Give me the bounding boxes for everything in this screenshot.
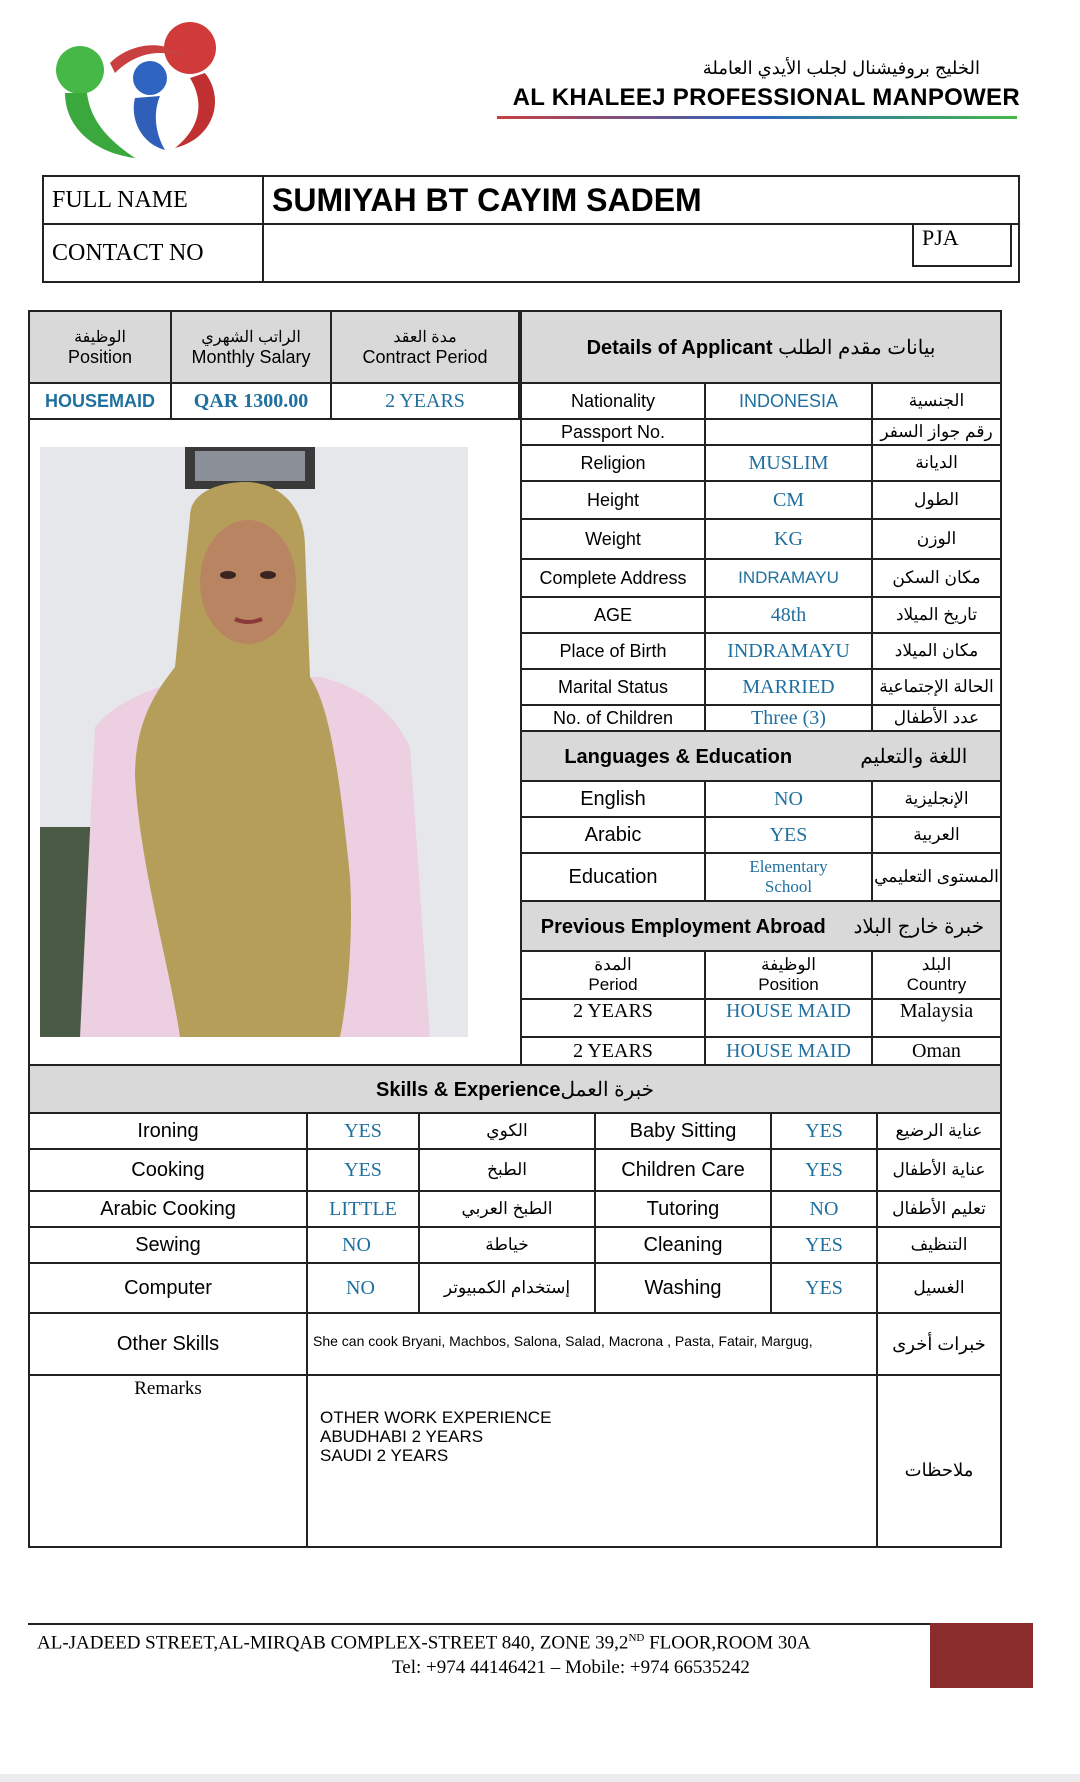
detail-label-ar: الجنسية [872, 383, 1001, 419]
employment-title [521, 901, 1001, 951]
remarks-label-ar: ملاحظات [877, 1375, 1001, 1547]
employment-country: Malaysia [872, 999, 1001, 1037]
remarks-line: ABUDHABI 2 YEARS [320, 1427, 484, 1446]
skills-row [29, 1113, 1001, 1149]
details-row [521, 705, 1001, 731]
employment-col-country [872, 951, 1001, 999]
footer-address-part2: FLOOR,ROOM 30A [644, 1632, 811, 1654]
code-value: PJA [922, 225, 959, 250]
employment-title-ar: خبرة خارج البلاد [853, 915, 985, 938]
detail-value [705, 419, 872, 445]
company-logo [55, 18, 225, 163]
language-row [521, 781, 1001, 817]
footer-address-sup: ND [628, 1632, 645, 1644]
language-label: English [521, 781, 705, 817]
language-value: NO [705, 781, 872, 817]
code-box [912, 225, 1012, 267]
contract-header-ar: مدة العقد [393, 328, 457, 346]
footer-address-part1: AL-JADEED STREET,AL-MIRQAB COMPLEX-STREET 840, ZONE 39,2 [37, 1632, 629, 1654]
details-row [521, 669, 1001, 705]
skills-row [29, 1263, 1001, 1313]
skill-label-ar: الغسيل [877, 1263, 1001, 1313]
full-name-label: FULL NAME [43, 176, 263, 224]
detail-label: Place of Birth [521, 633, 705, 669]
detail-value: KG [705, 519, 872, 559]
skill-label-ar: تعليم الأطفال [877, 1191, 1001, 1227]
skill-value: YES [771, 1227, 877, 1263]
skills-title [29, 1065, 1001, 1113]
salary-value: QAR 1300.00 [171, 383, 331, 419]
language-label: Education [521, 853, 705, 901]
salary-header-en: Monthly Salary [191, 346, 311, 367]
language-label-ar: الإنجليزية [872, 781, 1001, 817]
salary-header-ar: الراتب الشهري [201, 328, 301, 346]
position-header-en: Position [67, 346, 133, 367]
employment-col-position-en: Position [758, 975, 819, 994]
detail-label-ar: الطول [872, 481, 1001, 519]
bottom-strip [0, 1774, 1080, 1782]
language-row [521, 853, 1001, 901]
applicant-photo [40, 447, 468, 1037]
detail-value: 48th [705, 597, 872, 633]
footer-address [37, 1632, 937, 1654]
detail-label-ar: الوزن [872, 519, 1001, 559]
company-arabic-name: الخليج بروفيشنال لجلب الأيدي العاملة [702, 58, 980, 78]
remarks-line: SAUDI 2 YEARS [320, 1446, 449, 1465]
detail-label: Complete Address [521, 559, 705, 597]
details-title-en: Details of Applicant [586, 336, 773, 359]
skill-label-ar: الكوي [419, 1113, 595, 1149]
skills-row [29, 1227, 1001, 1263]
contact-value-cell [263, 224, 1019, 282]
detail-label-ar: تاريخ الميلاد [872, 597, 1001, 633]
detail-label-ar: الحالة الإجتماعية [872, 669, 1001, 705]
detail-label: Height [521, 481, 705, 519]
details-row [521, 481, 1001, 519]
name-table [42, 175, 1020, 283]
details-row [521, 559, 1001, 597]
language-label-ar: المستوى التعليمي [872, 853, 1001, 901]
skill-value: NO [307, 1227, 419, 1263]
skill-label: Baby Sitting [595, 1113, 771, 1149]
position-header [29, 311, 171, 383]
detail-value: INDRAMAYU [705, 559, 872, 597]
languages-title-en: Languages & Education [564, 745, 793, 768]
employment-col-period [521, 951, 705, 999]
detail-label-ar: الديانة [872, 445, 1001, 481]
employment-position: HOUSE MAID [705, 999, 872, 1037]
employment-period: 2 YEARS [521, 999, 705, 1037]
skill-label-ar: خياطة [419, 1227, 595, 1263]
employment-col-country-en: Country [906, 975, 967, 994]
employment-period: 2 YEARS [521, 1037, 705, 1065]
detail-label: Passport No. [521, 419, 705, 445]
language-row [521, 817, 1001, 853]
detail-label: No. of Children [521, 705, 705, 731]
other-skills-value: She can cook Bryani, Machbos, Salona, Salad, Macrona , Pasta, Fatair, Margug, [307, 1313, 877, 1375]
skill-label: Sewing [29, 1227, 307, 1263]
employment-title-en: Previous Employment Abroad [540, 915, 826, 938]
detail-label-ar: مكان السكن [872, 559, 1001, 597]
detail-label: AGE [521, 597, 705, 633]
skill-label-ar: إستخدام الكمبيوتر [419, 1263, 595, 1313]
skill-label: Cooking [29, 1149, 307, 1191]
skill-label-ar: عناية الرضيع [877, 1113, 1001, 1149]
details-row [521, 419, 1001, 445]
detail-value: MARRIED [705, 669, 872, 705]
skill-label-ar: الطبخ العربي [419, 1191, 595, 1227]
remarks-label: Remarks [29, 1375, 307, 1547]
details-title [521, 311, 1001, 383]
position-header-ar: الوظيفة [74, 328, 126, 346]
skill-value: NO [307, 1263, 419, 1313]
skill-label: Ironing [29, 1113, 307, 1149]
employment-row [521, 999, 1001, 1037]
skills-row [29, 1149, 1001, 1191]
details-title-ar: بيانات مقدم الطلب [778, 336, 936, 359]
skills-title-en: Skills & Experience [375, 1078, 561, 1101]
detail-value: CM [705, 481, 872, 519]
details-row [521, 519, 1001, 559]
employment-col-position-ar: الوظيفة [760, 955, 817, 974]
languages-title-ar: اللغة والتعليم [860, 745, 968, 768]
contract-value: 2 YEARS [331, 383, 519, 419]
skill-label: Cleaning [595, 1227, 771, 1263]
employment-country: Oman [872, 1037, 1001, 1065]
salary-header [171, 311, 331, 383]
detail-label: Marital Status [521, 669, 705, 705]
detail-label-ar: رقم جواز السفر [872, 419, 1001, 445]
employment-col-position [705, 951, 872, 999]
skill-value: YES [307, 1113, 419, 1149]
skill-label: Arabic Cooking [29, 1191, 307, 1227]
skill-label-ar: التنظيف [877, 1227, 1001, 1263]
skill-value: NO [771, 1191, 877, 1227]
remarks-value [307, 1375, 877, 1547]
skill-value: YES [771, 1149, 877, 1191]
language-value: YES [705, 817, 872, 853]
details-table [520, 310, 1002, 1066]
contract-header [331, 311, 519, 383]
language-label: Arabic [521, 817, 705, 853]
skills-table [28, 1064, 1002, 1548]
other-skills-row [29, 1313, 1001, 1375]
skill-label-ar: عناية الأطفال [877, 1149, 1001, 1191]
detail-label: Nationality [521, 383, 705, 419]
employment-position: HOUSE MAID [705, 1037, 872, 1065]
detail-value: MUSLIM [705, 445, 872, 481]
detail-label: Religion [521, 445, 705, 481]
employment-header-row [521, 951, 1001, 999]
detail-label-ar: مكان الميلاد [872, 633, 1001, 669]
other-skills-label: Other Skills [29, 1313, 307, 1375]
contract-header-en: Contract Period [362, 346, 488, 367]
skill-value: LITTLE [307, 1191, 419, 1227]
contact-label: CONTACT NO [43, 224, 263, 282]
header-underline [497, 116, 1017, 119]
remarks-line: OTHER WORK EXPERIENCE [320, 1408, 552, 1427]
job-table [28, 310, 520, 420]
languages-title [521, 731, 1001, 781]
position-value: HOUSEMAID [29, 383, 171, 419]
detail-label-ar: عدد الأطفال [872, 705, 1001, 731]
details-row [521, 445, 1001, 481]
employment-col-period-ar: المدة [594, 955, 632, 974]
remarks-row [29, 1375, 1001, 1547]
company-name: AL KHALEEJ PROFESSIONAL MANPOWER [512, 84, 1020, 111]
details-row [521, 633, 1001, 669]
skills-title-ar: خبرة العمل [560, 1078, 655, 1101]
detail-label: Weight [521, 519, 705, 559]
language-label-ar: العربية [872, 817, 1001, 853]
detail-value: Three (3) [705, 705, 872, 731]
employment-col-country-ar: البلد [921, 955, 952, 974]
skills-row [29, 1191, 1001, 1227]
skill-value: YES [771, 1113, 877, 1149]
skill-label: Tutoring [595, 1191, 771, 1227]
skill-label: Children Care [595, 1149, 771, 1191]
other-skills-label-ar: خبرات أخرى [877, 1313, 1001, 1375]
footer-phones: Tel: +974 44146421 – Mobile: +974 66535242 [392, 1657, 750, 1678]
employment-col-period-en: Period [588, 975, 638, 994]
skill-value: YES [307, 1149, 419, 1191]
detail-value: INDRAMAYU [705, 633, 872, 669]
footer-red-block [930, 1623, 1033, 1688]
full-name-value: SUMIYAH BT CAYIM SADEM [263, 176, 1019, 224]
detail-value: INDONESIA [705, 383, 872, 419]
employment-row [521, 1037, 1001, 1065]
skill-value: YES [771, 1263, 877, 1313]
footer-rule [28, 1623, 933, 1625]
details-row [521, 383, 1001, 419]
skill-label: Washing [595, 1263, 771, 1313]
details-row [521, 597, 1001, 633]
skill-label-ar: الطبخ [419, 1149, 595, 1191]
skill-label: Computer [29, 1263, 307, 1313]
language-value: Elementary School [705, 853, 872, 901]
